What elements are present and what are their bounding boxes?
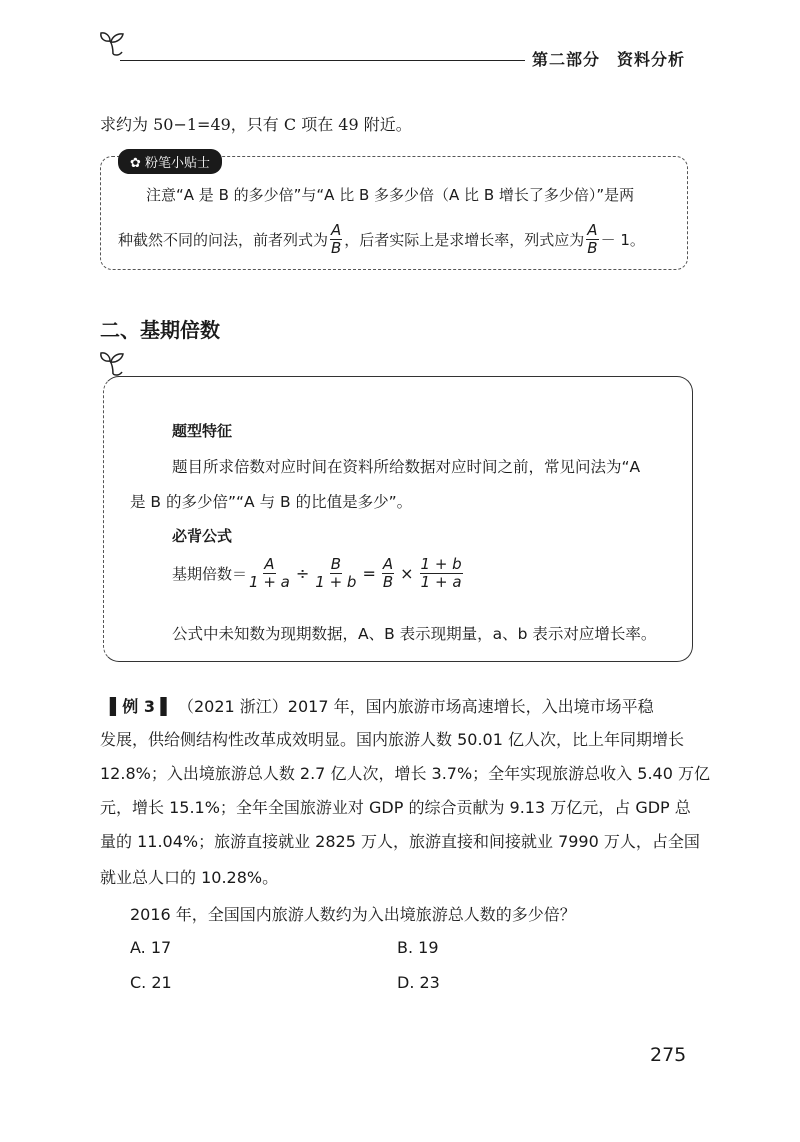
example-text: （2021 浙江）2017 年，国内旅游市场高速增长，入出境市场平稳 [177,697,654,716]
formula-label: 基期倍数＝ [172,565,248,584]
feature-heading-2: 必背公式 [172,527,233,545]
example-line-1 [110,694,654,717]
fraction-numerator: 1 + b [420,555,462,573]
fraction-denominator: B [587,239,598,258]
fraction-denominator: 1 + a [249,573,290,592]
fraction-numerator: A [331,221,342,239]
formula-fraction-4 [420,556,463,592]
section-title: 二、基期倍数 [100,318,220,342]
fraction-denominator: 1 + a [420,573,462,592]
fraction-numerator: A [264,555,275,573]
fraction-denominator: B [331,239,342,258]
tip-line-2 [118,222,645,258]
formula-fraction-1 [249,556,290,592]
feature-desc-line-1: 题目所求倍数对应时间在资料所给数据对应时间之前，常见问法为“A [172,458,641,476]
tip-fraction-a-b [330,222,342,258]
example-tag: ▌例 3 ▌ [110,697,173,716]
fraction-denominator: 1 + b [315,573,357,592]
question: 2016 年，全国国内旅游人数约为入出境旅游总人数的多少倍？ [130,905,576,924]
feature-heading-1: 题型特征 [172,422,233,440]
formula-fraction-2 [315,556,356,592]
page-number: 275 [650,1044,687,1066]
formula-note: 公式中未知数为现期数据，A、B 表示现期量，a、b 表示对应增长率。 [172,625,657,643]
multiply-operator: × [400,564,414,584]
tip-line-2-part-2: ，后者实际上是求增长率，列式应为 [344,231,585,250]
intro-line: 求约为 50−1=49，只有 C 项在 49 附近。 [100,115,412,134]
header-rule [120,60,525,61]
tip-badge [118,149,222,174]
formula [172,556,465,592]
tip-fraction-a-b-2 [586,222,598,258]
fraction-numerator: A [382,555,394,573]
header-section-title: 第二部分 资料分析 [532,50,686,69]
sprout-icon [98,350,128,376]
formula-fraction-3 [382,556,394,592]
tip-line-1: 注意“A 是 B 的多少倍”与“A 比 B 多多少倍（A 比 B 增长了多少倍）”是两 [146,186,635,204]
tip-line-2-part-1: 种截然不同的问法，前者列式为 [118,231,329,250]
fraction-numerator: B [330,555,341,573]
feature-box [103,376,693,662]
tip-line-2-part-3: － 1。 [600,231,645,250]
sprout-icon [98,30,128,56]
example-line-2: 发展，供给侧结构性改革成效明显。国内旅游人数 50.01 亿人次，比上年同期增长 [100,730,684,749]
example-line-6: 就业总人口的 10.28%。 [100,868,279,887]
divide-operator: ÷ [295,564,310,584]
fraction-numerator: A [587,221,598,239]
example-line-3: 12.8%；入出境旅游总人数 2.7 亿人次，增长 3.7%；全年实现旅游总收入 5.40 万亿 [100,764,710,783]
option-d[interactable]: D. 23 [397,973,440,992]
example-line-4: 元，增长 15.1%；全年全国旅游业对 GDP 的综合贡献为 9.13 万亿元，占 GDP 总 [100,798,691,817]
example-line-5: 量的 11.04%；旅游直接就业 2825 万人，旅游直接和间接就业 7990 万人，占全国 [100,832,700,851]
feature-desc-line-2: 是 B 的多少倍”“A 与 B 的比值是多少”。 [130,493,413,511]
fraction-denominator: B [382,573,394,592]
option-c[interactable]: C. 21 [130,973,172,992]
tip-badge-label: 粉笔小贴士 [145,156,211,171]
option-b[interactable]: B. 19 [397,938,439,957]
option-a[interactable]: A. 17 [130,938,172,957]
equals-operator: = [362,564,376,584]
sprout-badge-icon: ✿ [130,156,141,171]
